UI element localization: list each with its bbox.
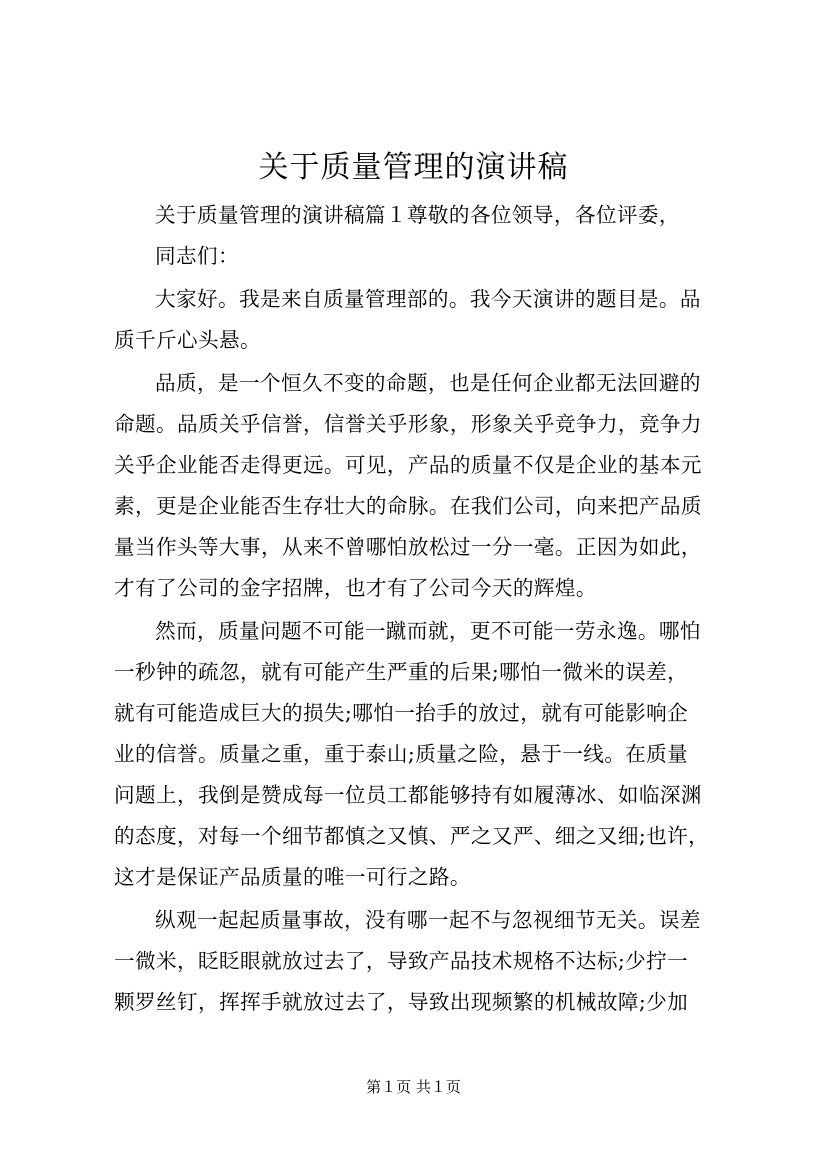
paragraph-line: 关乎企业能否走得更远。可见，产品的质量不仅是企业的基本元 [114,453,702,477]
paragraph-line: 同志们： [155,244,239,268]
paragraph-line: 一秒钟的疏忽，就有可能产生严重的后果;哪怕一微米的误差， [114,660,689,684]
document-body [114,195,736,1023]
paragraph-line: 问题上，我倒是赞成每一位员工都能够持有如履薄冰、如临深渊 [114,783,702,807]
paragraph-line: 就有可能造成巨大的损失;哪怕一抬手的放过，就有可能影响企 [114,701,689,725]
paragraph-line: 然而，质量问题不可能一蹴而就，更不可能一劳永逸。哪怕 [155,619,701,643]
paragraph-line: 纵观一起起质量事故，没有哪一起不与忽视细节无关。误差 [155,908,701,932]
paragraph-line: 的态度，对每一个细节都慎之又慎、严之又严、细之又细;也许， [114,824,710,848]
paragraph-line: 这才是保证产品质量的唯一可行之路。 [114,865,471,889]
paragraph-line: 大家好。我是来自质量管理部的。我今天演讲的题目是。品 [155,287,701,311]
paragraph-line: 关于质量管理的演讲稿篇１尊敬的各位领导，各位评委， [155,203,680,227]
paragraph-line: 品质，是一个恒久不变的命题，也是任何企业都无法回避的 [155,371,701,395]
document-title: 关于质量管理的演讲稿 [258,150,569,185]
paragraph-line: 素，更是企业能否生存壮大的命脉。在我们公司，向来把产品质 [114,494,702,518]
paragraph-line: 命题。品质关乎信誉，信誉关乎形象，形象关乎竞争力，竞争力 [114,412,702,436]
paragraph-line: 量当作头等大事，从来不曾哪怕放松过一分一毫。正因为如此， [114,535,702,559]
paragraph-line: 质千斤心头悬。 [114,328,261,352]
paragraph-line: 一微米，眨眨眼就放过去了，导致产品技术规格不达标;少拧一 [114,949,689,973]
paragraph-line: 才有了公司的金字招牌，也才有了公司今天的辉煌。 [114,576,597,600]
paragraph-line: 颗罗丝钉，挥挥手就放过去了，导致出现频繁的机械故障;少加 [114,990,689,1014]
paragraph-line: 业的信誉。质量之重，重于泰山;质量之险，悬于一线。在质量 [114,742,689,766]
page-number-footer: 第１页 共１页 [366,1078,461,1096]
